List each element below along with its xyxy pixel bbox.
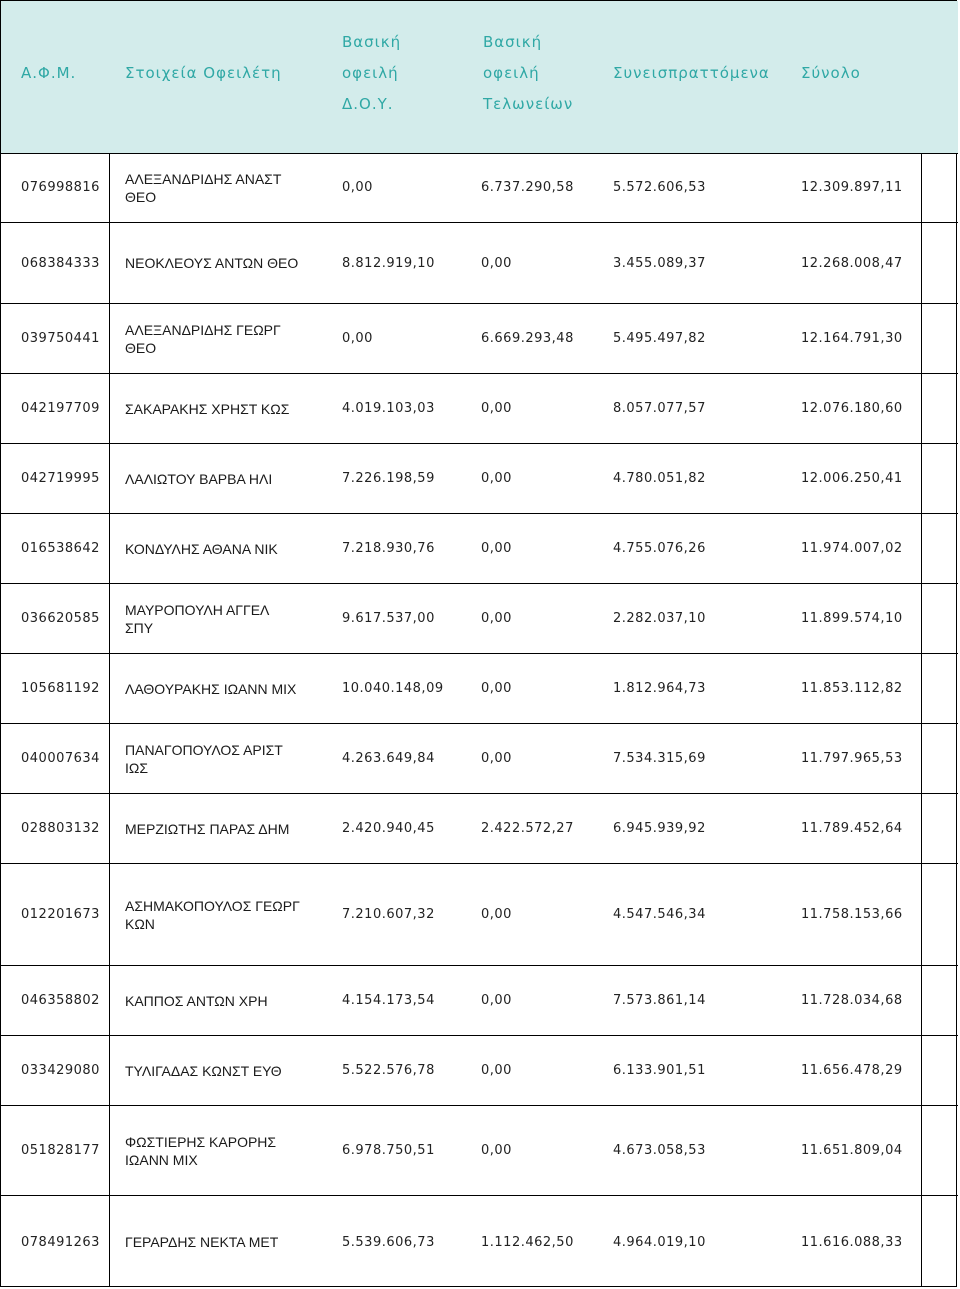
cell-collected: 2.282.037,10 [613,611,706,626]
cell-name: ΣΑΚΑΡΑΚΗΣ ΧΡΗΣΤ ΚΩΣ [125,400,290,417]
cell-afm: 028803132 [21,821,100,836]
cell-doy: 5.522.576,78 [342,1063,435,1078]
cell-collected: 1.812.964,73 [613,681,706,696]
cell-total: 11.758.153,66 [801,907,903,922]
cell-name: ΓΕΡΑΡΔΗΣ ΝΕΚΤΑ ΜΕΤ [125,1234,279,1250]
cell-customs: 6.669.293,48 [481,331,574,346]
cell-name: ΜΑΥΡΟΠΟΥΛΗ ΑΓΓΕΛ ΣΠΥ [125,601,269,636]
cell-total: 11.853.112,82 [801,681,903,696]
table-row [1,1036,958,1106]
cell-total: 11.728.034,68 [801,993,903,1008]
cell-total: 11.616.088,33 [801,1234,903,1250]
cell-collected: 3.455.089,37 [613,255,706,271]
table-row [1,654,958,724]
cell-total: 11.651.809,04 [801,1143,903,1158]
table-row [1,444,958,514]
cell-customs: 0,00 [481,993,512,1008]
cell-afm: 051828177 [21,1143,100,1158]
cell-customs: 0,00 [481,681,512,696]
cell-afm: 039750441 [21,331,100,346]
cell-doy: 10.040.148,09 [342,681,444,696]
header-total: Σύνολο [801,64,861,82]
table-row [1,794,958,864]
cell-name: ΛΑΛΙΩΤΟΥ ΒΑΡΒΑ ΗΛΙ [125,470,273,487]
cell-doy: 4.019.103,03 [342,401,435,416]
table-row [1,514,958,584]
table-row [1,153,958,223]
cell-collected: 7.534.315,69 [613,751,706,766]
table-row [1,223,958,304]
cell-total: 11.789.452,64 [801,821,903,836]
cell-doy: 7.218.930,76 [342,541,435,556]
cell-doy: 8.812.919,10 [342,255,435,271]
cell-name: ΜΕΡΖΙΩΤΗΣ ΠΑΡΑΣ ΔΗΜ [125,820,290,837]
table-row [1,966,958,1036]
cell-afm: 042719995 [21,471,100,486]
cell-doy: 4.263.649,84 [342,751,435,766]
cell-name: ΤΥΛΙΓΑΔΑΣ ΚΩΝΣΤ ΕΥΘ [125,1062,282,1079]
cell-name: ΑΛΕΞΑΝΔΡΙΔΗΣ ΑΝΑΣΤ ΘΕΟ [125,170,282,205]
cell-doy: 9.617.537,00 [342,611,435,626]
table-row [1,304,958,374]
cell-customs: 2.422.572,27 [481,821,574,836]
cell-customs: 0,00 [481,255,512,271]
cell-customs: 0,00 [481,1143,512,1158]
cell-doy: 2.420.940,45 [342,821,435,836]
cell-total: 11.797.965,53 [801,751,903,766]
cell-name: ΛΑΘΟΥΡΑΚΗΣ ΙΩΑΝΝ ΜΙΧ [125,680,297,697]
cell-afm: 068384333 [21,255,100,271]
cell-customs: 6.737.290,58 [481,180,574,195]
header-customs: Βασική οφειλή Τελωνείων [483,33,574,113]
cell-afm: 036620585 [21,611,100,626]
cell-afm: 042197709 [21,401,100,416]
cell-collected: 6.945.939,92 [613,821,706,836]
cell-doy: 0,00 [342,331,373,346]
cell-doy: 4.154.173,54 [342,993,435,1008]
cell-total: 11.974.007,02 [801,541,903,556]
cell-afm: 033429080 [21,1063,100,1078]
cell-total: 12.268.008,47 [801,255,903,271]
cell-customs: 0,00 [481,907,512,922]
cell-customs: 0,00 [481,611,512,626]
cell-afm: 078491263 [21,1234,100,1250]
table-row [1,724,958,794]
table-header [1,1,958,154]
table-row [1,374,958,444]
cell-collected: 8.057.077,57 [613,401,706,416]
cell-doy: 7.210.607,32 [342,907,435,922]
cell-collected: 4.780.051,82 [613,471,706,486]
cell-customs: 0,00 [481,401,512,416]
cell-customs: 0,00 [481,1063,512,1078]
cell-afm: 046358802 [21,993,100,1008]
cell-name: ΑΛΕΞΑΝΔΡΙΔΗΣ ΓΕΩΡΓ ΘΕΟ [125,321,281,356]
cell-afm: 076998816 [21,180,100,195]
cell-afm: 016538642 [21,541,100,556]
cell-doy: 6.978.750,51 [342,1143,435,1158]
table-row [1,1196,958,1288]
cell-collected: 5.572.606,53 [613,180,706,195]
cell-total: 12.076.180,60 [801,401,903,416]
cell-doy: 7.226.198,59 [342,471,435,486]
cell-afm: 012201673 [21,907,100,922]
cell-doy: 5.539.606,73 [342,1234,435,1250]
cell-doy: 0,00 [342,180,373,195]
cell-name: ΠΑΝΑΓΟΠΟΥΛΟΣ ΑΡΙΣΤ ΙΩΣ [125,741,283,776]
cell-collected: 4.547.546,34 [613,907,706,922]
cell-name: ΦΩΣΤΙΕΡΗΣ ΚΑΡΟΡΗΣ ΙΩΑΝΝ ΜΙΧ [125,1133,277,1168]
cell-collected: 6.133.901,51 [613,1063,706,1078]
cell-customs: 0,00 [481,751,512,766]
cell-collected: 4.673.058,53 [613,1143,706,1158]
table-row [1,864,958,966]
header-collected: Συνεισπραττόμενα [613,64,770,82]
cell-collected: 4.964.019,10 [613,1234,706,1250]
header-doy: Βασική οφειλή Δ.Ο.Υ. [342,33,402,113]
header-afm: Α.Φ.Μ. [21,64,77,82]
table-row [1,1106,958,1196]
cell-afm: 105681192 [21,681,100,696]
cell-customs: 0,00 [481,541,512,556]
cell-name: ΑΣΗΜΑΚΟΠΟΥΛΟΣ ΓΕΩΡΓ ΚΩΝ [125,897,300,932]
header-debtor: Στοιχεία Οφειλέτη [125,64,282,82]
cell-total: 11.656.478,29 [801,1063,903,1078]
cell-total: 11.899.574,10 [801,611,903,626]
cell-total: 12.006.250,41 [801,471,903,486]
cell-customs: 0,00 [481,471,512,486]
cell-collected: 5.495.497,82 [613,331,706,346]
cell-afm: 040007634 [21,751,100,766]
cell-total: 12.309.897,11 [801,180,903,195]
cell-name: ΚΟΝΔΥΛΗΣ ΑΘΑΝΑ ΝΙΚ [125,540,278,557]
cell-collected: 4.755.076,26 [613,541,706,556]
table-row [1,584,958,654]
cell-name: ΝΕΟΚΛΕΟΥΣ ΑΝΤΩΝ ΘΕΟ [125,255,299,271]
cell-customs: 1.112.462,50 [481,1234,574,1250]
cell-collected: 7.573.861,14 [613,993,706,1008]
cell-total: 12.164.791,30 [801,331,903,346]
cell-name: ΚΑΠΠΟΣ ΑΝΤΩΝ ΧΡΗ [125,992,268,1009]
